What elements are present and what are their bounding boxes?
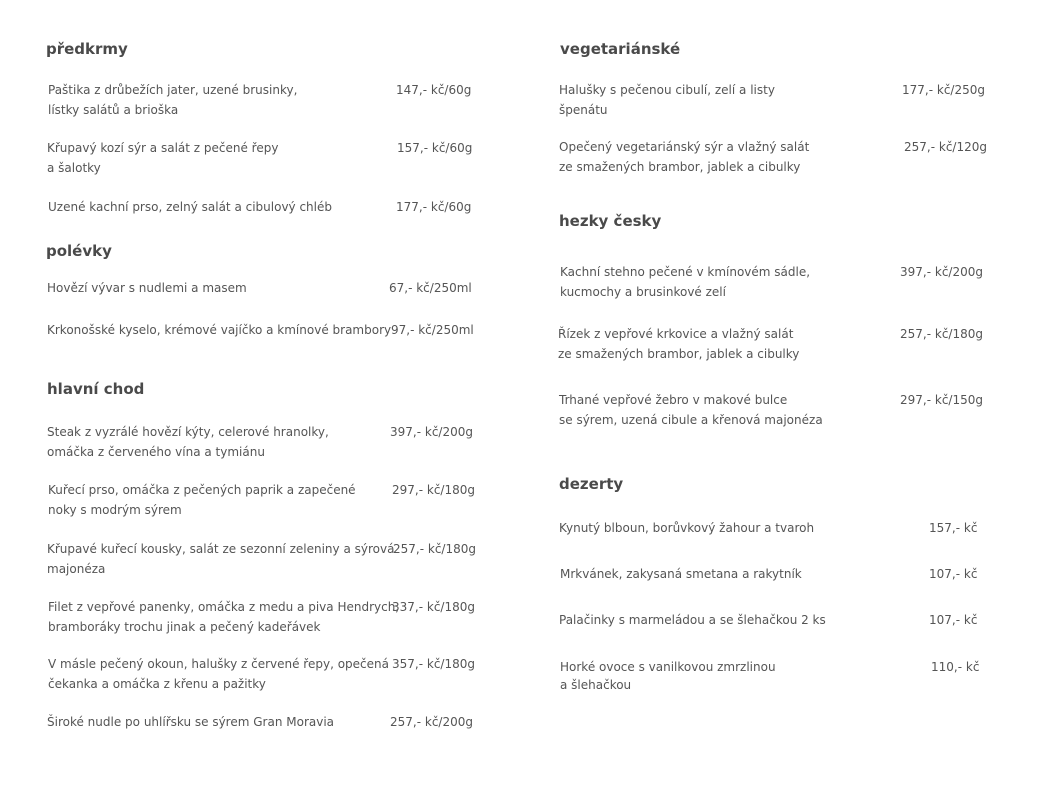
- menu-item-name: Mrkvánek, zakysaná smetana a rakytník: [560, 567, 802, 581]
- menu-item-name: Křupavé kuřecí kousky, salát ze sezonní zeleniny a sýrová majonéza: [47, 542, 395, 576]
- menu-item-name: Kynutý blboun, borůvkový žahour a tvaroh: [559, 521, 815, 535]
- menu-item-price: 257,- kč/200g: [390, 715, 473, 729]
- menu-item-price: 357,- kč/180g: [392, 657, 475, 671]
- menu-item-price: 397,- kč/200g: [900, 265, 983, 279]
- menu-item-name: Křupavý kozí sýr a salát z pečené řepy a šalotky: [47, 141, 279, 175]
- section-title-dezerty: dezerty: [559, 475, 624, 493]
- menu-item-name: Opečený vegetariánský sýr a vlažný salát ze smažených brambor, jablek a cibulky: [559, 140, 810, 174]
- section-title-vegetarianske: vegetariánské: [560, 40, 681, 58]
- menu-item-price: 67,- kč/250ml: [389, 281, 472, 295]
- menu-item-price: 157,- kč/60g: [397, 141, 473, 155]
- menu-item-price: 177,- kč/60g: [396, 200, 472, 214]
- menu-item-name: Kachní stehno pečené v kmínovém sádle, kucmochy a brusinkové zelí: [560, 265, 811, 299]
- menu-item-name: Paštika z drůbežích jater, uzené brusinky, lístky salátů a brioška: [48, 83, 298, 117]
- menu-item-price: 110,- kč: [931, 660, 980, 674]
- menu-item-name: Halušky s pečenou cibulí, zelí a listy špenátu: [559, 83, 775, 117]
- menu-item-name: Palačinky s marmeládou a se šlehačkou 2 ks: [559, 613, 826, 627]
- menu-item-price: 97,- kč/250ml: [391, 323, 474, 337]
- menu-item-price: 257,- kč/180g: [393, 542, 476, 556]
- menu-item-price: 297,- kč/180g: [392, 483, 475, 497]
- menu-item-price: 157,- kč: [929, 521, 978, 535]
- menu-item-price: 257,- kč/120g: [904, 140, 987, 154]
- section-title-hlavni-chod: hlavní chod: [47, 380, 145, 398]
- menu-item-name: V másle pečený okoun, halušky z červené řepy, opečená čekanka a omáčka z křenu a pažitky: [48, 657, 389, 691]
- menu-item-name: Trhané vepřové žebro v makové bulce se sýrem, uzená cibule a křenová majonéza: [559, 393, 823, 427]
- menu-item-name: Řízek z vepřové krkovice a vlažný salát ze smažených brambor, jablek a cibulky: [558, 327, 800, 361]
- section-title-hezky-cesky: hezky česky: [559, 212, 662, 230]
- menu-item-price: 337,- kč/180g: [392, 600, 475, 614]
- section-title-predkrmy: předkrmy: [46, 40, 128, 58]
- menu-item-name: Hovězí vývar s nudlemi a masem: [47, 281, 247, 295]
- menu-item-name: Široké nudle po uhlířsku se sýrem Gran Moravia: [47, 715, 335, 729]
- menu-item-name: Uzené kachní prso, zelný salát a cibulový chléb: [48, 200, 332, 214]
- menu-item-price: 257,- kč/180g: [900, 327, 983, 341]
- menu-item-price: 147,- kč/60g: [396, 83, 472, 97]
- menu-item-price: 107,- kč: [929, 613, 978, 627]
- menu-item-name: Steak z vyzrálé hovězí kýty, celerové hranolky, omáčka z červeného vína a tymiánu: [47, 425, 329, 459]
- menu-item-name: Horké ovoce s vanilkovou zmrzlinou a šlehačkou: [560, 660, 776, 692]
- menu-item-price: 107,- kč: [929, 567, 978, 581]
- menu-item-name: Krkonošské kyselo, krémové vajíčko a kmínové brambory: [47, 323, 392, 337]
- menu-item-name: Kuřecí prso, omáčka z pečených paprik a zapečené noky s modrým sýrem: [48, 483, 356, 517]
- menu-item-name: Filet z vepřové panenky, omáčka z medu a piva Hendrych, bramboráky trochu jinak a pečený kadeřávek: [48, 600, 400, 634]
- menu-item-price: 177,- kč/250g: [902, 83, 985, 97]
- menu-item-price: 397,- kč/200g: [390, 425, 473, 439]
- menu-item-price: 297,- kč/150g: [900, 393, 983, 407]
- section-title-polevky: polévky: [46, 242, 112, 260]
